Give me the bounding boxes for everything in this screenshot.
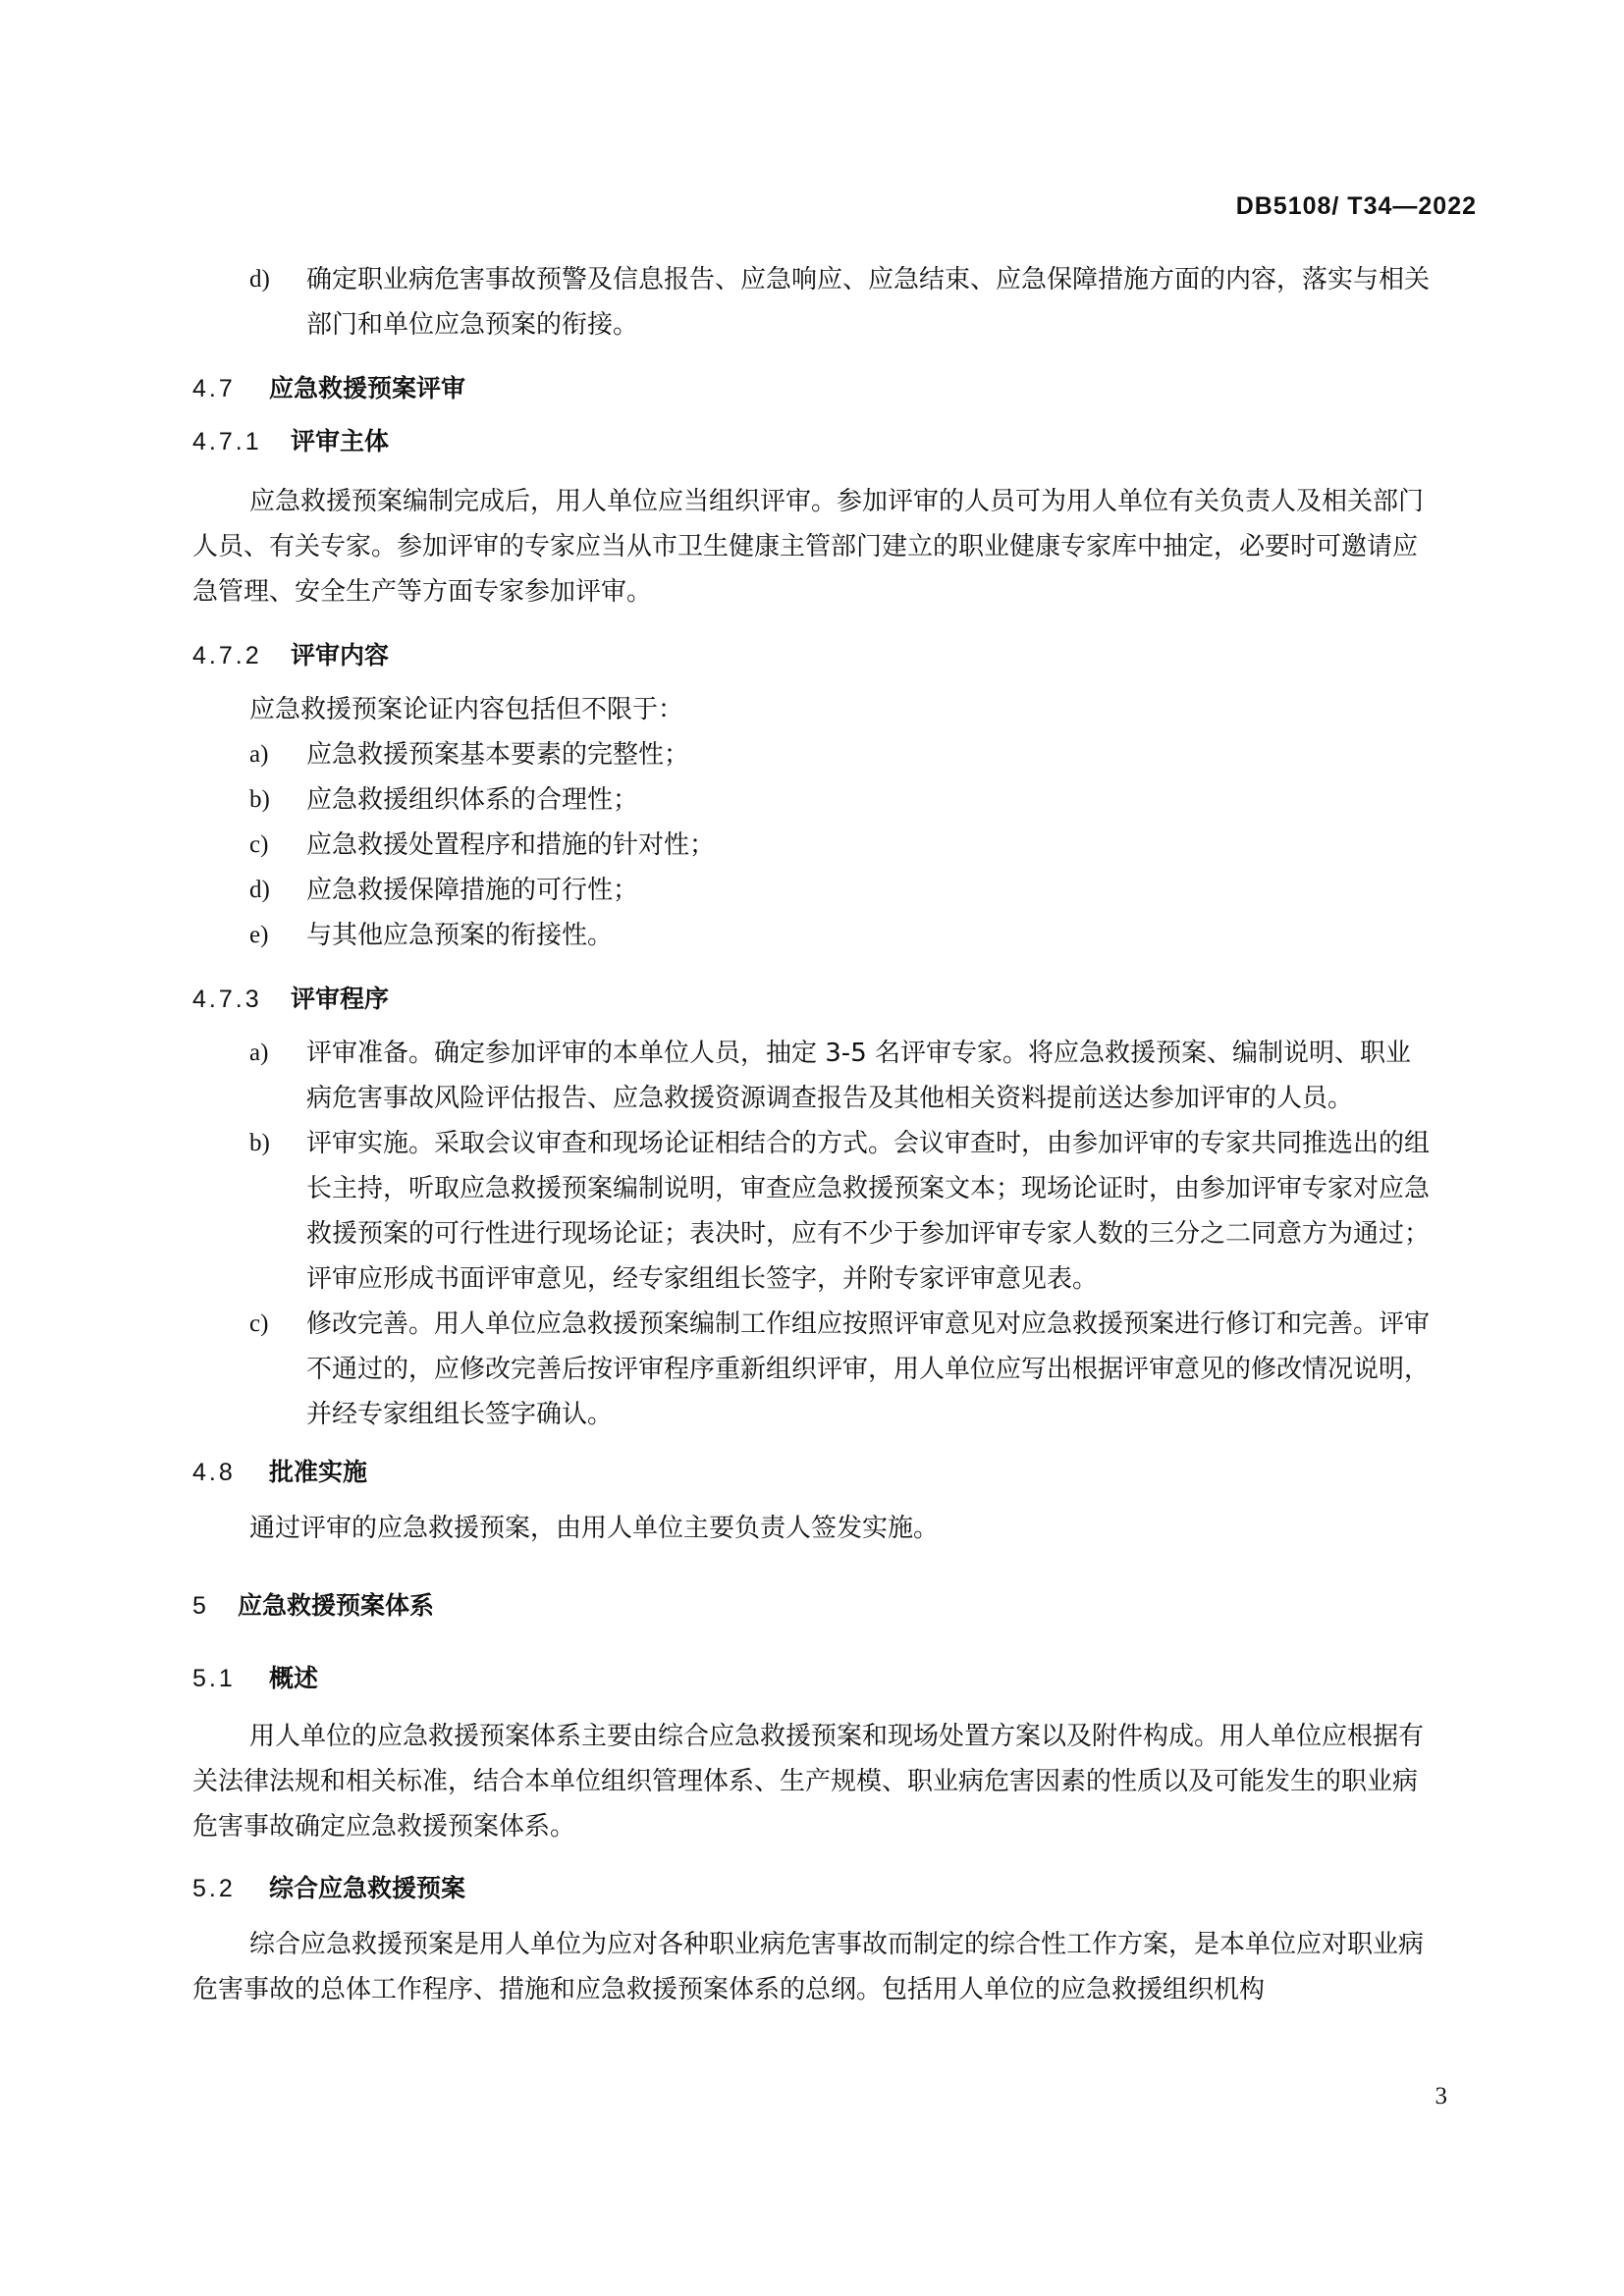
list-item-text: 应急救援处置程序和措施的针对性； bbox=[306, 830, 716, 860]
section-heading-4-8 bbox=[192, 1453, 1432, 1488]
page-content bbox=[192, 257, 1432, 2012]
list-item-text: 应急救援保障措施的可行性； bbox=[306, 876, 639, 905]
section-number: 4.7.2 bbox=[192, 642, 262, 669]
list-marker: e) bbox=[249, 922, 269, 948]
section-number: 4.7.1 bbox=[192, 428, 262, 455]
paragraph: 通过评审的应急救援预案，由用人单位主要负责人签发实施。 bbox=[249, 1514, 940, 1543]
list-item bbox=[192, 823, 1432, 868]
list-item bbox=[192, 732, 1432, 777]
section-heading-4-7 bbox=[192, 369, 1432, 404]
section-heading-5-1 bbox=[192, 1659, 1432, 1694]
section-number: 4.8 bbox=[192, 1459, 236, 1486]
paragraph: 应急救援预案论证内容包括但不限于： bbox=[249, 695, 684, 724]
section-number: 5.2 bbox=[192, 1875, 236, 1902]
list-item-text: 评审实施。采取会议审查和现场论证相结合的方式。会议审查时，由参加评审的专家共同推选出的组长主持，听取应急救援预案编制说明，审查应急救援预案文本；现场论证时，由参加评审专家对应急救援预案的可行性进行现场论证；表决时，应有不少于参加评审专家人数的三分之二同意方为通过；评审应形成书面评审意见，经专家组组长签字，并附专家评审意见表。 bbox=[306, 1129, 1431, 1294]
list-marker: a) bbox=[249, 741, 269, 768]
section-title: 评审内容 bbox=[291, 641, 390, 669]
list-item-text: 应急救援预案基本要素的完整性； bbox=[306, 740, 690, 770]
list-marker: d) bbox=[249, 266, 270, 293]
section-title: 概述 bbox=[269, 1664, 319, 1692]
section-title: 评审程序 bbox=[291, 985, 390, 1013]
list-item-text: 应急救援组织体系的合理性； bbox=[306, 785, 639, 815]
list-marker: a) bbox=[249, 1040, 269, 1066]
list-item-text: 修改完善。用人单位应急救援预案编制工作组应按照评审意见对应急救援预案进行修订和完善。评审不通过的，应修改完善后按评审程序重新组织评审，用人单位应写出根据评审意见的修改情况说明，并经专家组组长签字确认。 bbox=[306, 1309, 1431, 1429]
list-item-text: 与其他应急预案的衔接性。 bbox=[306, 921, 614, 950]
list-item bbox=[192, 1302, 1432, 1437]
section-heading-5 bbox=[192, 1586, 1432, 1622]
section-title: 评审主体 bbox=[291, 427, 390, 455]
list-marker: b) bbox=[249, 786, 270, 813]
paragraph: 应急救援预案编制完成后，用人单位应当组织评审。参加评审的人员可为用人单位有关负责人及相关部门人员、有关专家。参加评审的专家应当从市卫生健康主管部门建立的职业健康专家库中抽定，必要时可邀请应急管理、安全生产等方面专家参加评审。 bbox=[192, 487, 1425, 607]
list-item-text: 评审准备。确定参加评审的本单位人员，抽定 3-5 名评审专家。将应急救援预案、编制说明、职业病危害事故风险评估报告、应急救援资源调查报告及其他相关资料提前送达参加评审的人员。 bbox=[306, 1039, 1411, 1113]
section-heading-4-7-1 bbox=[192, 422, 1432, 457]
list-item bbox=[192, 777, 1432, 823]
page-number: 3 bbox=[1435, 2083, 1447, 2109]
list-item bbox=[192, 868, 1432, 913]
section-number: 4.7.3 bbox=[192, 986, 262, 1013]
section-number: 5 bbox=[192, 1592, 209, 1620]
list-marker: c) bbox=[249, 1310, 269, 1337]
list-item bbox=[192, 1031, 1432, 1121]
list-marker: d) bbox=[249, 877, 270, 903]
list-item bbox=[192, 913, 1432, 958]
list-marker: c) bbox=[249, 831, 269, 858]
paragraph: 用人单位的应急救援预案体系主要由综合应急救援预案和现场处置方案以及附件构成。用人单位应根据有关法律法规和相关标准，结合本单位组织管理体系、生产规模、职业病危害因素的性质以及可能发生的职业病危害事故确定应急救援预案体系。 bbox=[192, 1722, 1425, 1842]
section-heading-4-7-3 bbox=[192, 980, 1432, 1015]
document-code-header: DB5108/ T34—2022 bbox=[1235, 192, 1477, 220]
section-title: 批准实施 bbox=[269, 1458, 368, 1486]
list-item-text: 确定职业病危害事故预警及信息报告、应急响应、应急结束、应急保障措施方面的内容，落实与相关部门和单位应急预案的衔接。 bbox=[306, 265, 1431, 340]
section-title: 应急救援预案体系 bbox=[238, 1591, 435, 1620]
section-heading-4-7-2 bbox=[192, 636, 1432, 671]
section-title: 综合应急救援预案 bbox=[269, 1874, 466, 1902]
section-heading-5-2 bbox=[192, 1869, 1432, 1904]
paragraph: 综合应急救援预案是用人单位为应对各种职业病危害事故而制定的综合性工作方案，是本单位应对职业病危害事故的总体工作程序、措施和应急救援预案体系的总纲。包括用人单位的应急救援组织机构 bbox=[192, 1930, 1425, 2004]
list-item bbox=[192, 1121, 1432, 1302]
section-title: 应急救援预案评审 bbox=[269, 374, 466, 402]
list-item bbox=[192, 257, 1432, 347]
section-number: 5.1 bbox=[192, 1665, 236, 1692]
section-number: 4.7 bbox=[192, 375, 236, 402]
list-marker: b) bbox=[249, 1130, 270, 1156]
